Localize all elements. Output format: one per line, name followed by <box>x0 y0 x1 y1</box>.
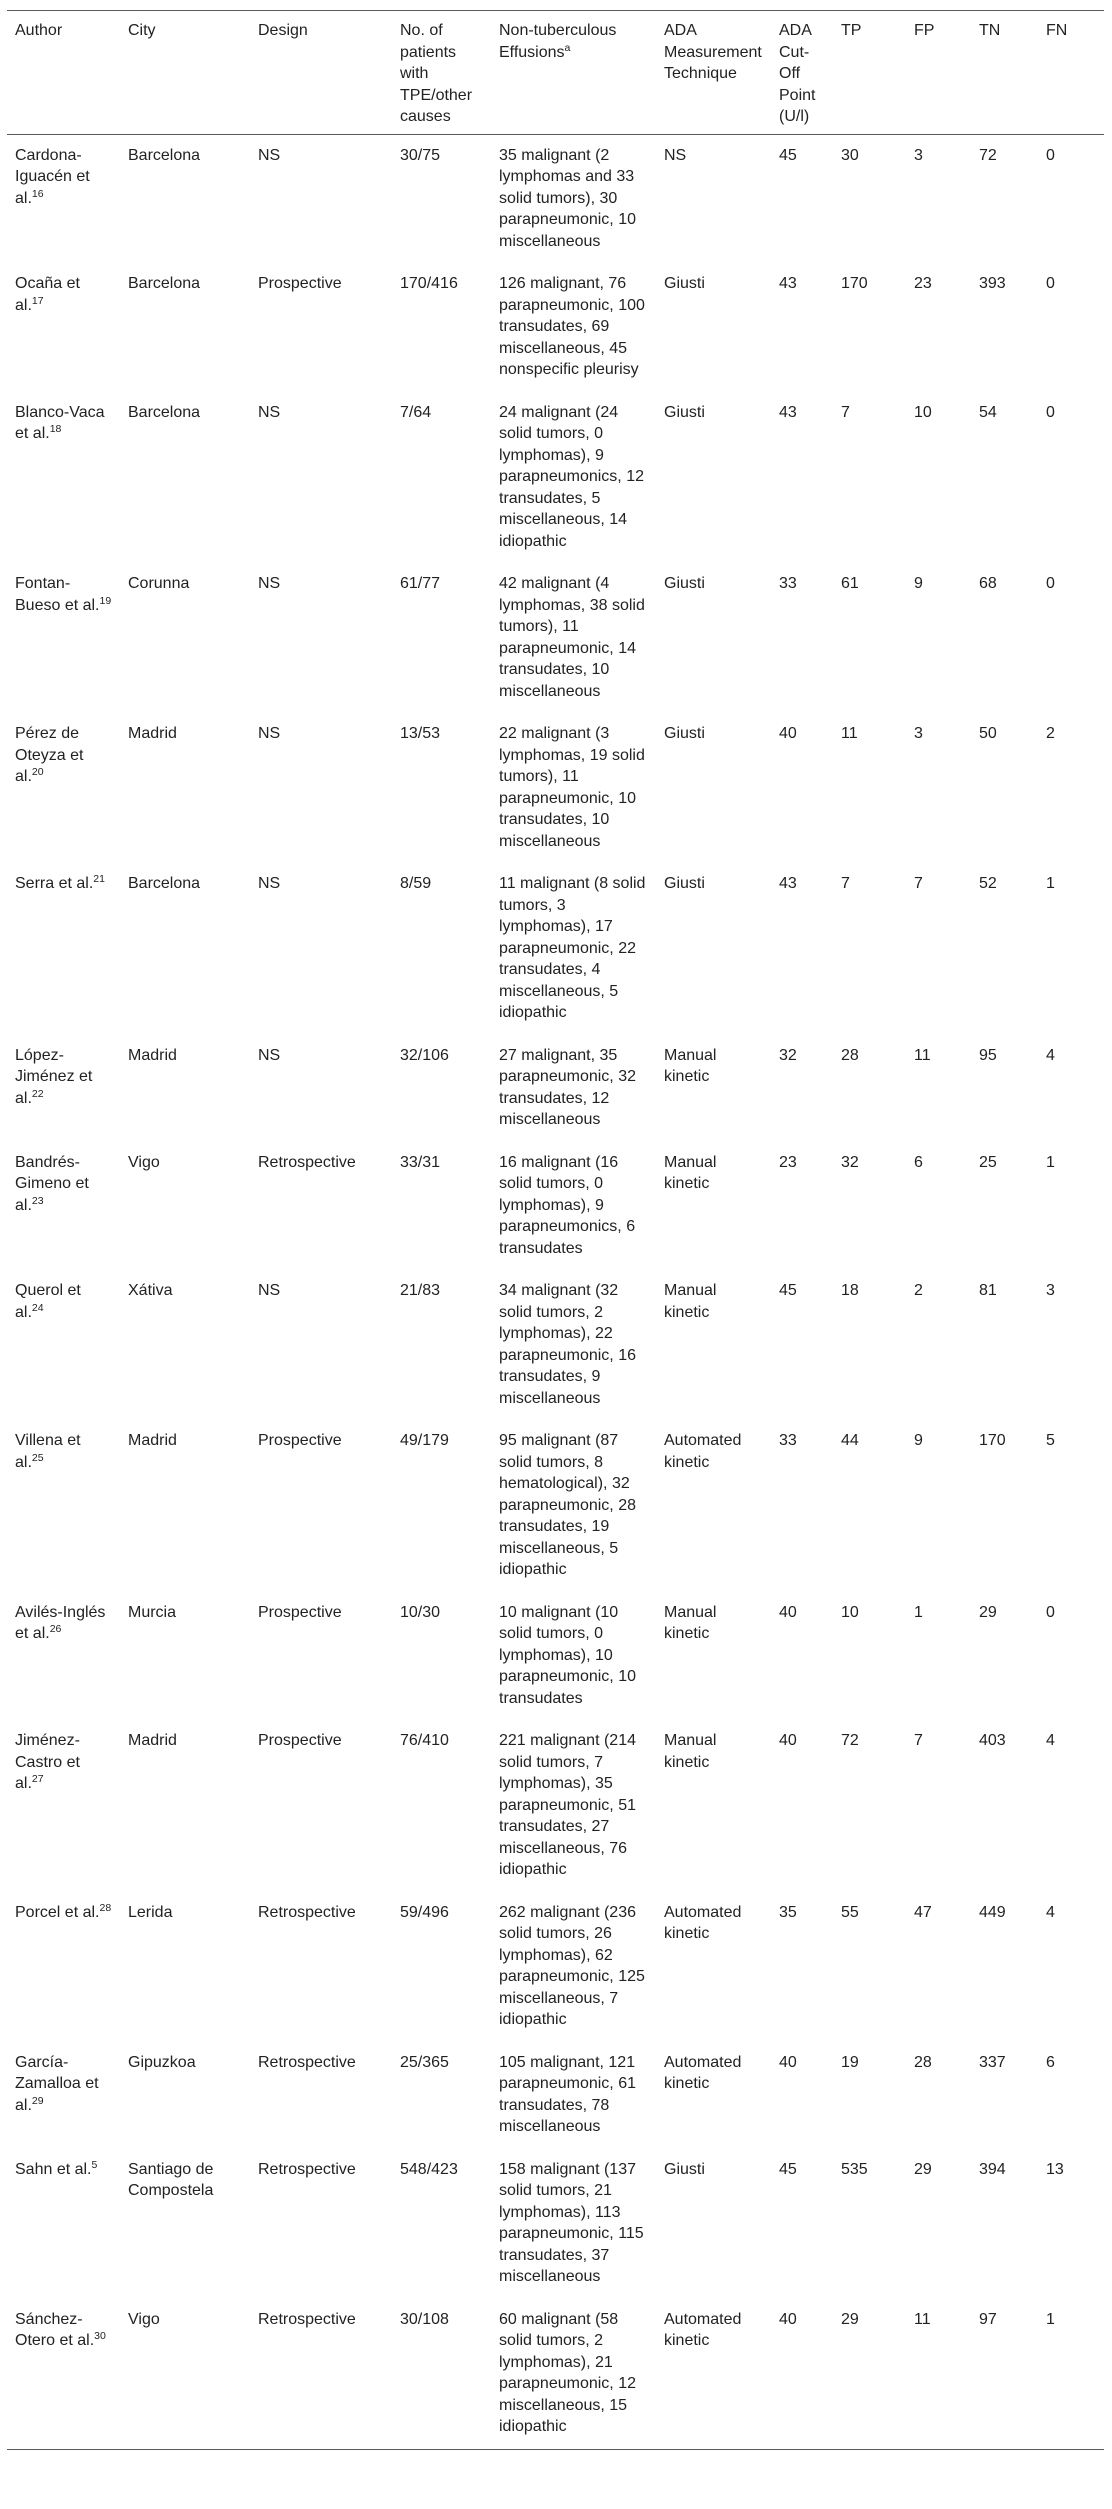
cell-cutoff: 43 <box>779 403 797 421</box>
author-name: Sahn et al. <box>15 2160 92 2178</box>
cell-cutoff: 40 <box>779 1603 797 1621</box>
cell-effusions: 42 malignant (4 lymphomas, 38 solid tumors), 11 parapneumonic, 14 transudates, 10 miscellaneous <box>499 575 645 700</box>
cell-effusions: 24 malignant (24 solid tumors, 0 lymphomas), 9 parapneumonics, 12 transudates, 5 miscellaneous, 14 idiopathic <box>499 403 644 550</box>
cell-author <box>7 1035 120 1142</box>
cell-patients: 33/31 <box>400 1153 441 1171</box>
cell-tn: 72 <box>979 146 997 164</box>
cell-city: Madrid <box>128 1732 177 1749</box>
author-name: Villena et al. <box>15 1432 81 1471</box>
cell-design: Retrospective <box>258 2310 356 2328</box>
cell-patients: 30/75 <box>400 146 441 164</box>
cell-patients: 25/365 <box>400 2053 449 2071</box>
table-row <box>7 563 1104 713</box>
cell-cutoff: 43 <box>779 275 797 292</box>
cell-tn: 68 <box>979 575 997 592</box>
author-reference: 16 <box>31 187 44 200</box>
cell-tp: 32 <box>841 1153 859 1171</box>
cell-patients: 548/423 <box>400 2160 458 2178</box>
cell-fp: 47 <box>914 1903 932 1921</box>
table-row <box>7 1720 1104 1892</box>
cell-technique: Automated kinetic <box>664 2053 742 2092</box>
cell-tp: 28 <box>841 1046 859 1064</box>
author-reference: 25 <box>31 1451 44 1464</box>
cell-design: Retrospective <box>258 1153 356 1171</box>
cell-patients: 30/108 <box>400 2310 449 2328</box>
table-row <box>7 2299 1104 2450</box>
cell-technique: Automated kinetic <box>664 1432 742 1471</box>
cell-tp: 170 <box>841 275 868 292</box>
author-name: Avilés-Inglés et al. <box>15 1603 106 1642</box>
table-row <box>7 863 1104 1035</box>
cell-technique: Giusti <box>664 275 705 292</box>
cell-city: Barcelona <box>128 875 201 892</box>
table-row <box>7 2042 1104 2149</box>
cell-design: Prospective <box>258 1732 342 1749</box>
cell-tp: 29 <box>841 2310 859 2328</box>
cell-author <box>7 1142 120 1271</box>
cell-fn: 0 <box>1046 575 1055 592</box>
author-reference: 18 <box>49 423 62 435</box>
header-row <box>7 11 1104 135</box>
header-technique: ADA Measurement Technique <box>664 22 762 82</box>
cell-tn: 337 <box>979 2053 1006 2071</box>
table-row <box>7 134 1104 263</box>
author-reference: 28 <box>99 1901 112 1914</box>
cell-patients: 49/179 <box>400 1432 449 1449</box>
cell-city: Madrid <box>128 1432 177 1449</box>
cell-cutoff: 23 <box>779 1153 797 1171</box>
table-row <box>7 1270 1104 1420</box>
cell-author <box>7 2149 120 2299</box>
header-tp: TP <box>841 22 862 39</box>
table-row <box>7 1592 1104 1721</box>
table-row <box>7 1420 1104 1592</box>
cell-fn: 0 <box>1046 275 1055 292</box>
cell-patients: 7/64 <box>400 403 432 421</box>
cell-fn: 1 <box>1046 875 1055 892</box>
header-effusions-label: Non-tuberculous Effusions <box>499 22 617 61</box>
cell-tn: 97 <box>979 2310 997 2328</box>
cell-cutoff: 33 <box>779 1432 797 1449</box>
header-tn: TN <box>979 22 1001 39</box>
cell-patients: 59/496 <box>400 1903 449 1921</box>
author-reference: 23 <box>31 1194 44 1207</box>
cell-patients: 76/410 <box>400 1732 449 1749</box>
table-row <box>7 263 1104 392</box>
cell-technique: Manual kinetic <box>664 1153 717 1192</box>
cell-design: NS <box>258 575 281 592</box>
cell-tp: 19 <box>841 2053 859 2071</box>
cell-technique: Giusti <box>664 403 705 421</box>
cell-tn: 50 <box>979 725 997 742</box>
author-reference: 26 <box>49 1623 62 1635</box>
cell-tp: 535 <box>841 2160 868 2178</box>
cell-tp: 10 <box>841 1603 859 1621</box>
cell-author <box>7 1270 120 1420</box>
cell-fn: 13 <box>1046 2160 1064 2178</box>
cell-effusions: 105 malignant, 121 parapneumonic, 61 transudates, 78 miscellaneous <box>499 2053 636 2135</box>
cell-design: NS <box>258 403 281 421</box>
cell-author <box>7 392 120 564</box>
author-reference: 5 <box>91 2158 98 2171</box>
author-name: Ocaña et al. <box>15 275 80 314</box>
author-reference: 17 <box>31 294 44 307</box>
author-name: Pérez de Oteyza et al. <box>15 725 84 785</box>
cell-patients: 10/30 <box>400 1603 441 1621</box>
cell-author <box>7 863 120 1035</box>
cell-fn: 3 <box>1046 1282 1055 1299</box>
cell-tn: 95 <box>979 1046 997 1064</box>
cell-city: Gipuzkoa <box>128 2053 196 2071</box>
table-row <box>7 1035 1104 1142</box>
cell-technique: Manual kinetic <box>664 1603 717 1642</box>
cell-cutoff: 45 <box>779 2160 797 2178</box>
cell-city: Madrid <box>128 1046 177 1064</box>
table-header <box>7 11 1104 135</box>
cell-effusions: 27 malignant, 35 parapneumonic, 32 transudates, 12 miscellaneous <box>499 1046 636 1128</box>
header-design: Design <box>258 22 308 39</box>
cell-fn: 2 <box>1046 725 1055 742</box>
author-name: López-Jiménez et al. <box>15 1046 93 1107</box>
cell-city: Barcelona <box>128 403 201 421</box>
cell-technique: Manual kinetic <box>664 1046 717 1085</box>
cell-technique: Giusti <box>664 2160 705 2178</box>
cell-effusions: 10 malignant (10 solid tumors, 0 lymphomas), 10 parapneumonic, 10 transudates <box>499 1603 636 1707</box>
cell-cutoff: 32 <box>779 1046 797 1064</box>
cell-fn: 0 <box>1046 1603 1055 1621</box>
cell-technique: Automated kinetic <box>664 1903 742 1942</box>
cell-design: NS <box>258 725 281 742</box>
cell-author <box>7 2299 120 2450</box>
cell-patients: 13/53 <box>400 725 441 742</box>
cell-patients: 170/416 <box>400 275 458 292</box>
cell-author <box>7 1892 120 2042</box>
cell-tn: 170 <box>979 1432 1006 1449</box>
cell-fp: 1 <box>914 1603 923 1621</box>
cell-fn: 0 <box>1046 146 1055 164</box>
table-row <box>7 2149 1104 2299</box>
cell-tp: 7 <box>841 403 850 421</box>
cell-technique: NS <box>664 146 687 164</box>
cell-design: Retrospective <box>258 2160 356 2178</box>
author-reference: 30 <box>94 2330 106 2342</box>
header-effusions-footnote: a <box>564 41 571 54</box>
table-row <box>7 392 1104 564</box>
cell-effusions: 60 malignant (58 solid tumors, 2 lymphomas), 21 parapneumonic, 12 miscellaneous, 15 idiopathic <box>499 2310 636 2435</box>
cell-fn: 5 <box>1046 1432 1055 1449</box>
cell-effusions: 158 malignant (137 solid tumors, 21 lymphomas), 113 parapneumonic, 115 transudates, 37 miscellaneous <box>499 2160 644 2285</box>
header-patients: No. of patients with TPE/other causes <box>400 22 473 125</box>
cell-author <box>7 1420 120 1592</box>
cell-cutoff: 33 <box>779 575 797 592</box>
author-reference: 29 <box>31 2094 44 2107</box>
cell-design: Prospective <box>258 1603 342 1621</box>
table-row <box>7 1892 1104 2042</box>
cell-tp: 55 <box>841 1903 859 1921</box>
cell-technique: Giusti <box>664 575 705 592</box>
cell-design: Prospective <box>258 275 342 292</box>
cell-effusions: 262 malignant (236 solid tumors, 26 lymphomas), 62 parapneumonic, 125 miscellaneous, 7 idiopathic <box>499 1903 645 2028</box>
cell-city: Santiago de Compostela <box>128 2160 214 2199</box>
author-name: García-Zamalloa et al. <box>15 2053 99 2114</box>
cell-cutoff: 40 <box>779 1732 797 1749</box>
cell-tp: 44 <box>841 1432 859 1449</box>
cell-tn: 81 <box>979 1282 997 1299</box>
cell-tn: 403 <box>979 1732 1006 1749</box>
cell-effusions: 16 malignant (16 solid tumors, 0 lymphomas), 9 parapneumonics, 6 transudates <box>499 1153 636 1257</box>
cell-effusions: 34 malignant (32 solid tumors, 2 lymphomas), 22 parapneumonic, 16 transudates, 9 miscellaneous <box>499 1282 636 1407</box>
cell-cutoff: 35 <box>779 1903 797 1921</box>
cell-city: Vigo <box>128 1153 160 1171</box>
cell-fn: 4 <box>1046 1046 1055 1064</box>
cell-fp: 3 <box>914 725 923 742</box>
cell-fp: 7 <box>914 1732 923 1749</box>
author-name: Serra et al. <box>15 875 94 892</box>
header-author: Author <box>15 22 63 39</box>
cell-city: Barcelona <box>128 146 201 164</box>
header-effusions <box>491 11 656 135</box>
cell-tn: 29 <box>979 1603 997 1621</box>
cell-author <box>7 1592 120 1721</box>
cell-fp: 23 <box>914 275 932 292</box>
cell-city: Madrid <box>128 725 177 742</box>
author-reference: 27 <box>31 1773 44 1785</box>
cell-fn: 1 <box>1046 2310 1055 2328</box>
cell-fp: 2 <box>914 1282 923 1299</box>
author-name: Fontan-Bueso et al. <box>15 575 100 614</box>
author-name: Cardona-Iguacén et al. <box>15 146 90 207</box>
cell-cutoff: 40 <box>779 725 797 742</box>
cell-fp: 10 <box>914 403 932 421</box>
cell-fn: 1 <box>1046 1153 1055 1171</box>
cell-author <box>7 2042 120 2149</box>
header-cutoff: ADA Cut-Off Point (U/l) <box>779 22 816 125</box>
cell-cutoff: 45 <box>779 1282 797 1299</box>
cell-cutoff: 40 <box>779 2053 797 2071</box>
cell-design: NS <box>258 146 281 164</box>
cell-effusions: 221 malignant (214 solid tumors, 7 lymphomas), 35 parapneumonic, 51 transudates, 27 miscellaneous, 76 idiopathic <box>499 1732 636 1878</box>
cell-design: Retrospective <box>258 1903 356 1921</box>
cell-tp: 61 <box>841 575 859 592</box>
cell-fp: 11 <box>914 2310 931 2328</box>
cell-fp: 9 <box>914 575 923 592</box>
header-fn: FN <box>1046 22 1068 39</box>
table-row <box>7 713 1104 863</box>
cell-tn: 393 <box>979 275 1006 292</box>
cell-design: NS <box>258 875 281 892</box>
cell-city: Murcia <box>128 1603 177 1621</box>
author-reference: 24 <box>31 1301 44 1314</box>
cell-tp: 11 <box>841 725 858 742</box>
cell-fn: 4 <box>1046 1732 1055 1749</box>
cell-design: Retrospective <box>258 2053 356 2071</box>
cell-tn: 25 <box>979 1153 997 1171</box>
author-reference: 20 <box>31 766 44 778</box>
cell-fp: 11 <box>914 1046 931 1064</box>
cell-fp: 9 <box>914 1432 923 1449</box>
cell-cutoff: 45 <box>779 146 797 164</box>
cell-technique: Giusti <box>664 725 705 742</box>
cell-fp: 28 <box>914 2053 932 2071</box>
cell-fn: 6 <box>1046 2053 1055 2071</box>
cell-effusions: 11 malignant (8 solid tumors, 3 lymphomas), 17 parapneumonic, 22 transudates, 4 miscellaneous, 5 idiopathic <box>499 875 646 1021</box>
cell-city: Barcelona <box>128 275 201 292</box>
cell-fn: 4 <box>1046 1903 1055 1921</box>
cell-fn: 0 <box>1046 403 1055 421</box>
cell-design: Prospective <box>258 1432 342 1449</box>
header-fp: FP <box>914 22 935 39</box>
cell-tn: 54 <box>979 403 997 421</box>
author-name: Blanco-Vaca et al. <box>15 403 105 442</box>
cell-cutoff: 40 <box>779 2310 797 2328</box>
cell-effusions: 22 malignant (3 lymphomas, 19 solid tumors), 11 parapneumonic, 10 transudates, 10 miscellaneous <box>499 725 645 850</box>
author-name: Jiménez-Castro et al. <box>15 1732 80 1792</box>
cell-design: NS <box>258 1282 281 1299</box>
cell-city: Corunna <box>128 575 190 592</box>
cell-author <box>7 263 120 392</box>
cell-cutoff: 43 <box>779 875 797 892</box>
cell-design: NS <box>258 1046 281 1064</box>
cell-author <box>7 1720 120 1892</box>
cell-patients: 21/83 <box>400 1282 441 1299</box>
author-name: Bandrés-Gimeno et al. <box>15 1153 89 1214</box>
studies-table <box>7 10 1104 2450</box>
author-name: Querol et al. <box>15 1282 81 1321</box>
cell-city: Xátiva <box>128 1282 173 1299</box>
cell-tp: 18 <box>841 1282 859 1299</box>
cell-fp: 7 <box>914 875 923 892</box>
author-name: Porcel et al. <box>15 1903 100 1921</box>
cell-tn: 394 <box>979 2160 1006 2178</box>
cell-author <box>7 713 120 863</box>
author-reference: 22 <box>31 1087 44 1100</box>
cell-effusions: 95 malignant (87 solid tumors, 8 hematological), 32 parapneumonic, 28 transudates, 19 miscellaneous, 5 idiopathic <box>499 1432 636 1578</box>
cell-city: Lerida <box>128 1903 173 1921</box>
cell-tn: 52 <box>979 875 997 892</box>
author-name: Sánchez-Otero et al. <box>15 2310 95 2349</box>
cell-tn: 449 <box>979 1903 1006 1921</box>
cell-tp: 7 <box>841 875 850 892</box>
cell-fp: 29 <box>914 2160 932 2178</box>
cell-technique: Manual kinetic <box>664 1282 717 1321</box>
cell-city: Vigo <box>128 2310 160 2328</box>
cell-author <box>7 134 120 263</box>
cell-tp: 72 <box>841 1732 859 1749</box>
author-reference: 19 <box>99 594 112 607</box>
header-city: City <box>128 22 156 39</box>
cell-effusions: 126 malignant, 76 parapneumonic, 100 transudates, 69 miscellaneous, 45 nonspecific pleurisy <box>499 275 645 378</box>
cell-fp: 3 <box>914 146 923 164</box>
table-row <box>7 1142 1104 1271</box>
cell-tp: 30 <box>841 146 859 164</box>
cell-author <box>7 563 120 713</box>
cell-technique: Manual kinetic <box>664 1732 717 1771</box>
cell-patients: 32/106 <box>400 1046 449 1064</box>
cell-patients: 8/59 <box>400 875 432 892</box>
author-reference: 21 <box>93 873 105 885</box>
cell-technique: Giusti <box>664 875 705 892</box>
cell-effusions: 35 malignant (2 lymphomas and 33 solid tumors), 30 parapneumonic, 10 miscellaneous <box>499 146 636 250</box>
cell-fp: 6 <box>914 1153 923 1171</box>
cell-technique: Automated kinetic <box>664 2310 742 2349</box>
cell-patients: 61/77 <box>400 575 441 592</box>
table-body <box>7 134 1104 2449</box>
